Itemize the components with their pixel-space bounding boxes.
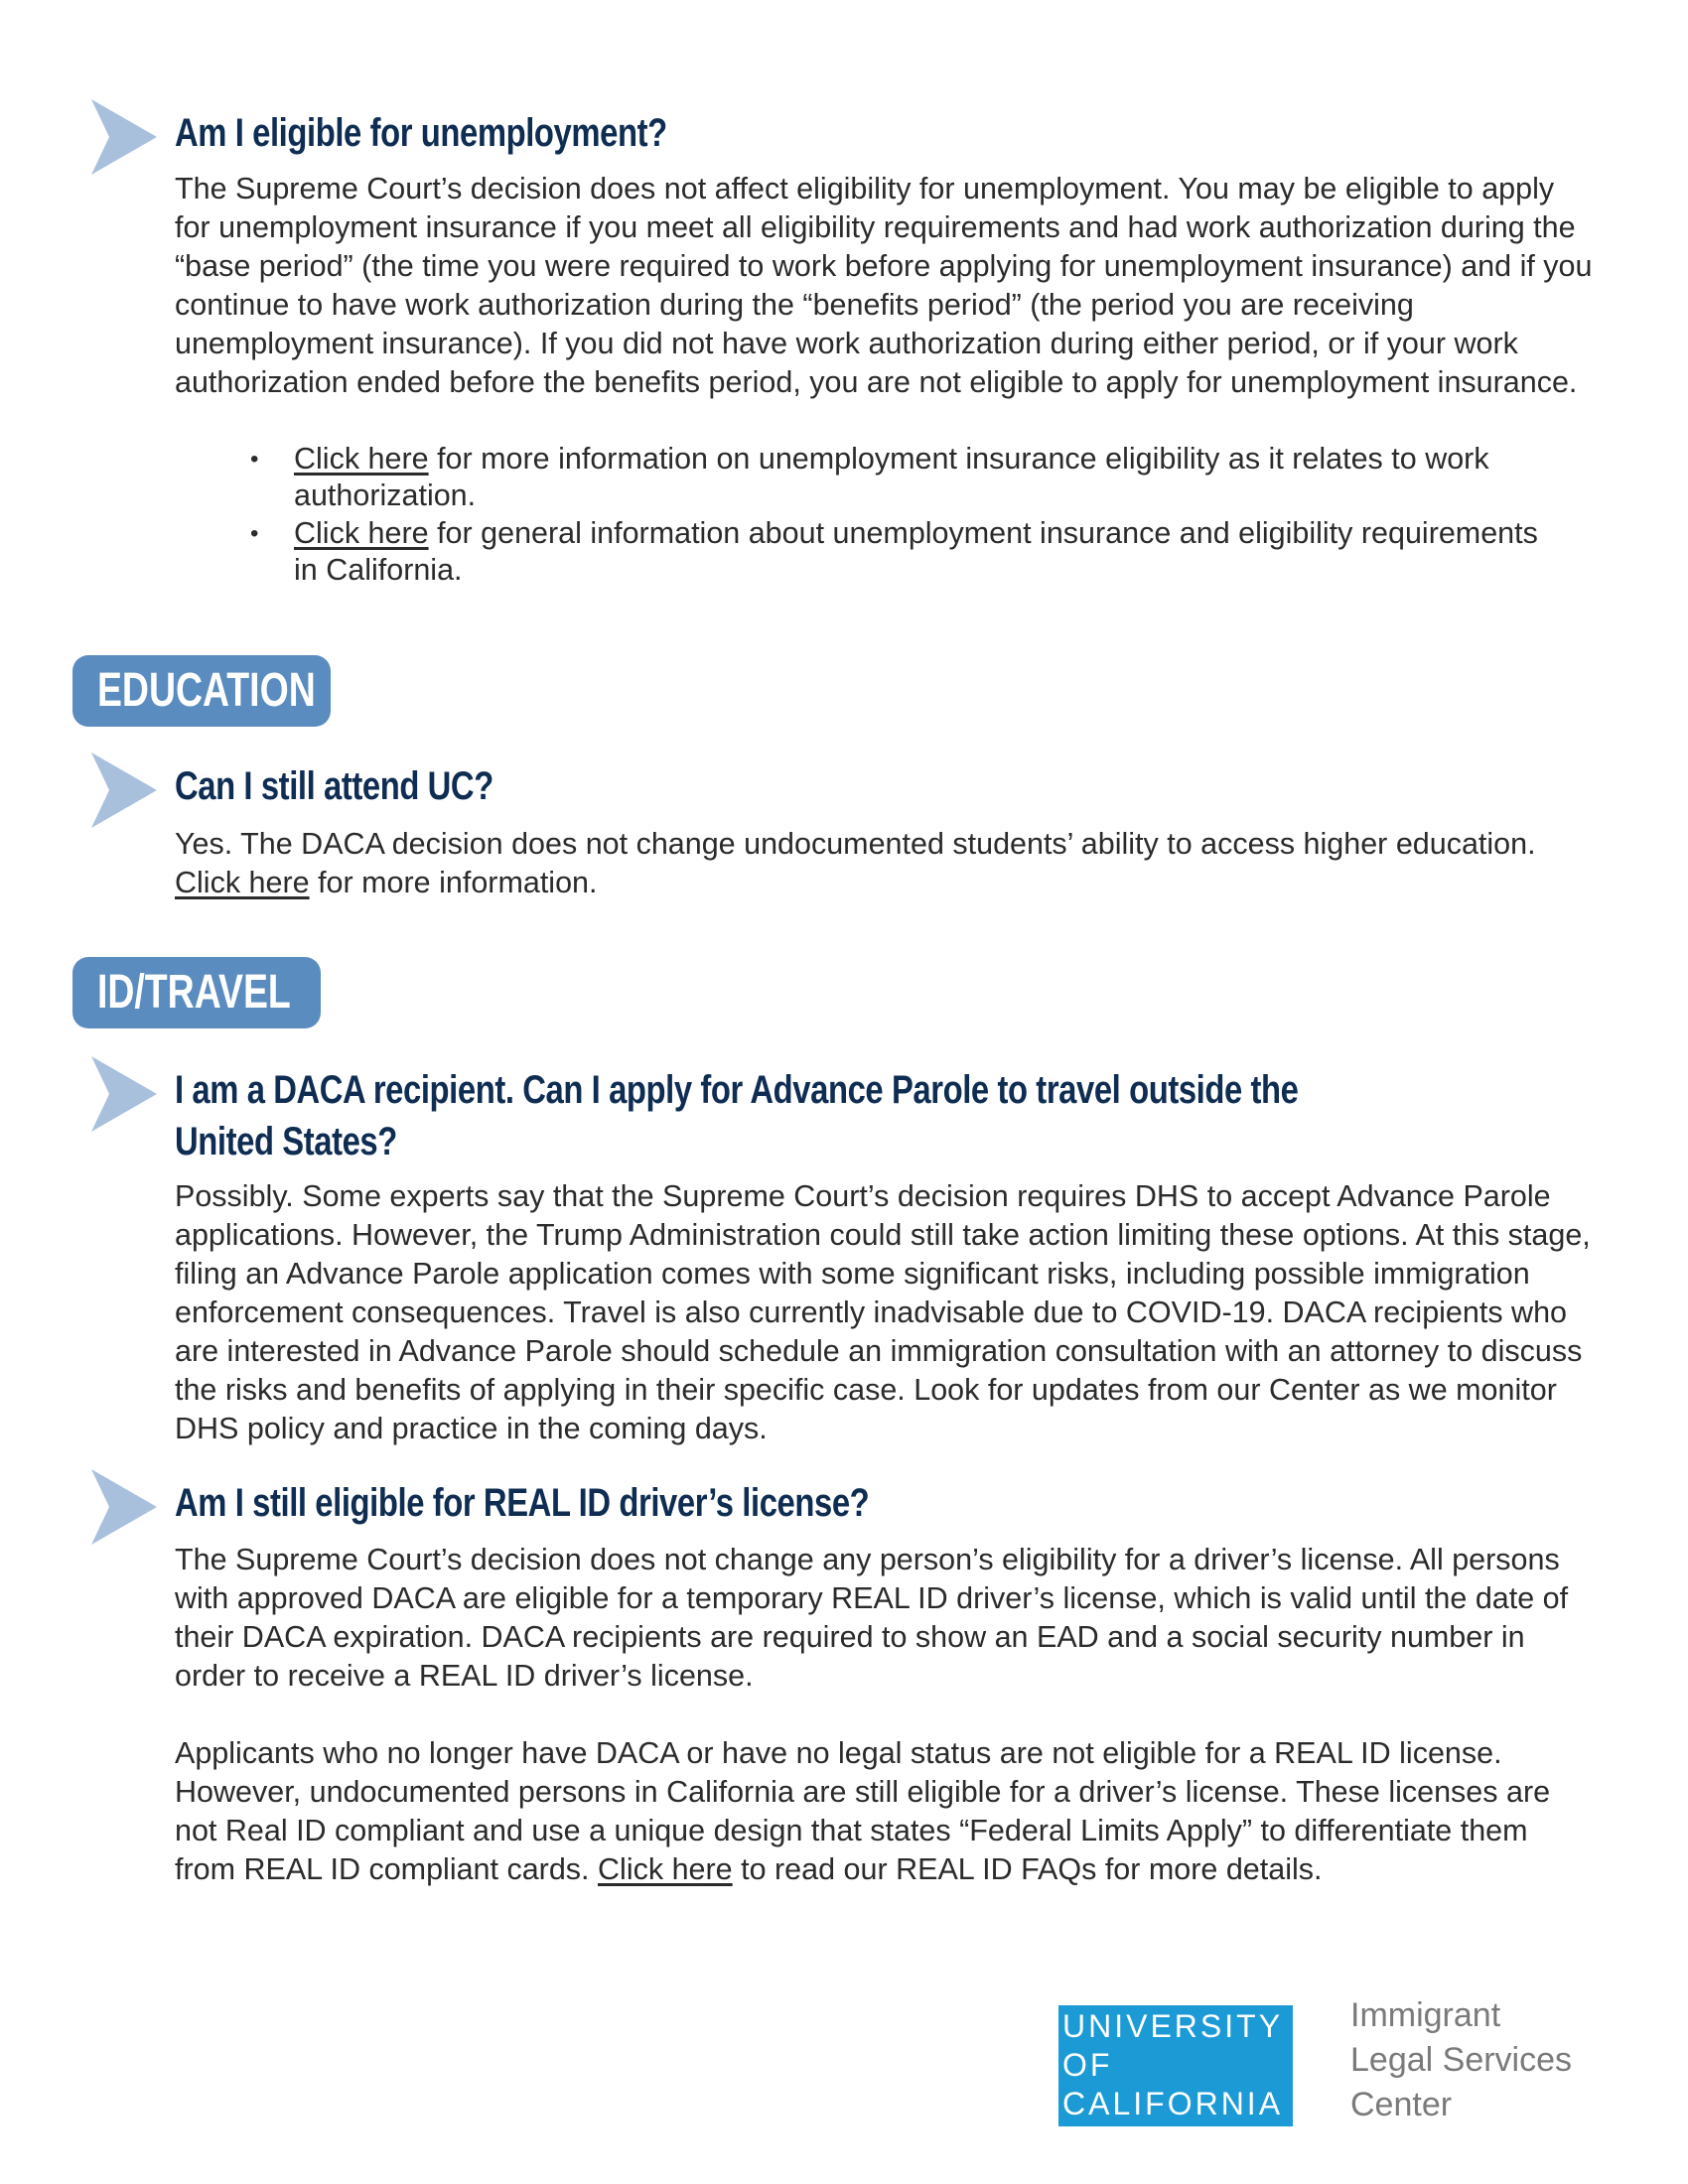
section-heading-label: EDUCATION [96, 664, 316, 717]
click-here-link-education[interactable]: Click here [175, 866, 310, 899]
center-name-line: Legal Services [1350, 2041, 1573, 2079]
answer-text: Applicants who no longer have DACA or have no legal status are not eligible for a REAL ID license. However, undocumented persons in California are still eligible for a driver’s license. These licenses are not Real ID compliant and use a unique design that states “Federal Limits Apply” to differentiate them from REAL ID compliant cards. [175, 1736, 1551, 1886]
chevron-arrow-icon [91, 1469, 157, 1545]
chevron-arrow-icon [91, 752, 157, 828]
question-line: United States? [175, 1120, 397, 1163]
answer-advance-parole: Possibly. Some experts say that the Supreme Court’s decision requires DHS to accept Advance Parole applications. However, the Trump Administration could still take action limiting these options. At this stage, filing an Advance Parole application comes with some significant risks, including possible immigration enforcement consequences. Travel is also currently inadvisable due to COVID-19. DACA recipients who are interested in Advance Parole should schedule an immigration consultation with an attorney to discuss the risks and benefits of applying in their specific case. Look for updates from our Center as we monitor DHS policy and practice in the coming days. [175, 1179, 1591, 1445]
answer-real-id-p2 [175, 1734, 1595, 1889]
chevron-arrow-icon [91, 1056, 157, 1132]
list-item [238, 441, 1559, 514]
center-name-line: Immigrant [1350, 1996, 1501, 2034]
bullet-text: for more information on unemployment insurance eligibility as it relates to work authorization. [294, 442, 1489, 512]
logo-line: OF [1062, 2047, 1113, 2083]
section-heading-id-travel [72, 957, 321, 1028]
bullet-icon: • [250, 446, 259, 473]
chevron-arrow-icon [91, 99, 157, 175]
university-of-california-logo [1058, 2005, 1293, 2126]
answer-text-tail: to read our REAL ID FAQs for more details. [732, 1852, 1323, 1886]
answer-text: Yes. The DACA decision does not change undocumented students’ ability to access higher education. [175, 827, 1536, 861]
center-name-line: Center [1350, 2086, 1453, 2123]
bullet-icon: • [250, 520, 259, 547]
question-unemployment: Am I eligible for unemployment? [175, 111, 667, 155]
unemployment-links-list [238, 441, 1559, 590]
logo-line: UNIVERSITY [1062, 2008, 1284, 2044]
answer-real-id-p1: The Supreme Court’s decision does not change any person’s eligibility for a driver’s license. All persons with approved DACA are eligible for a temporary REAL ID driver’s license, which is valid until the date of their DACA expiration. DACA recipients are required to show an EAD and a social security number in order to receive a REAL ID driver’s license. [175, 1543, 1569, 1693]
section-heading-label: ID/TRAVEL [96, 966, 291, 1019]
answer-text-tail: for more information. [309, 866, 598, 899]
question-line: I am a DACA recipient. Can I apply for Advance Parole to travel outside the [175, 1068, 1299, 1112]
answer-attend-uc [175, 825, 1595, 902]
bullet-text: for general information about unemployment insurance and eligibility requirements in California. [294, 516, 1538, 587]
click-here-link-unemployment-work-auth[interactable]: Click here [294, 442, 429, 476]
logo-line: CALIFORNIA [1062, 2086, 1284, 2121]
click-here-link-real-id-faq[interactable]: Click here [598, 1852, 733, 1886]
question-real-id: Am I still eligible for REAL ID driver’s license? [175, 1481, 870, 1525]
answer-unemployment: The Supreme Court’s decision does not affect eligibility for unemployment. You may be eligible to apply for unemployment insurance if you meet all eligibility requirements and had work authorization during the “base period” (the time you were required to work before applying for unemployment insurance) and if you continue to have work authorization during the “benefits period” (the period you are receiving unemployment insurance). If you did not have work authorization during either period, or if your work authorization ended before the benefits period, you are not eligible to apply for unemployment insurance. [175, 172, 1593, 399]
list-item [238, 515, 1559, 589]
click-here-link-unemployment-general[interactable]: Click here [294, 516, 429, 550]
question-advance-parole [175, 1064, 1299, 1167]
question-attend-uc: Can I still attend UC? [175, 764, 493, 808]
section-heading-education [72, 655, 331, 727]
center-name [1350, 1993, 1572, 2127]
